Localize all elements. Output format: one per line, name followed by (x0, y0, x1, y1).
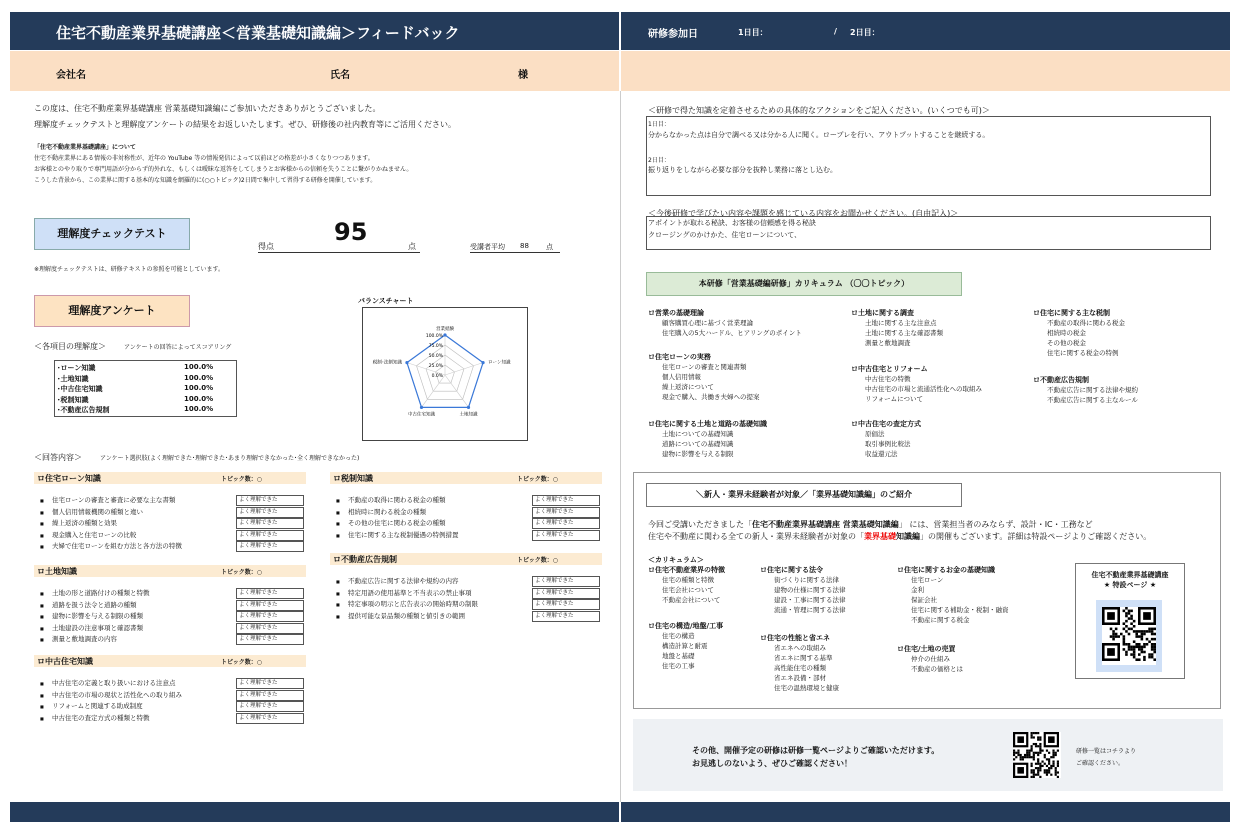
understanding-row-value: 100.0% (184, 363, 214, 371)
answer-item-label: 不動産の取得に関わる税金の種類 (348, 496, 446, 504)
curriculum-group (648, 352, 760, 402)
understanding-row-value: 100.0% (184, 373, 214, 382)
answer-item-label: 住宅に関する主な税制優遇の特例措置 (348, 530, 459, 539)
promo-line-2a: 住宅や不動産に関わる全ての新人・業界未経験者が対象の「 (648, 532, 864, 541)
answer-section-topic-count: トピック数：○ (221, 659, 262, 666)
answer-select-value[interactable]: よく理解できた (236, 678, 304, 689)
understanding-sub: アンケートの回答によってスコアリング (124, 344, 232, 351)
answer-bullet: ■ (40, 715, 44, 721)
curriculum-item: リフォームについて (865, 395, 924, 403)
understanding-row-label: ･中古住宅知識 (57, 385, 103, 393)
promo-curriculum-item: 流通・管理に関する法律 (774, 606, 846, 614)
answer-select-value[interactable]: よく理解できた (532, 530, 600, 541)
answer-bullet: ■ (40, 692, 44, 698)
answer-bullet: ■ (336, 590, 340, 596)
radar-tick-label: 0.0% (431, 374, 443, 379)
answer-select[interactable] (532, 611, 600, 622)
promo-curriculum-group (760, 565, 846, 615)
answer-select-value[interactable]: よく理解できた (236, 690, 304, 701)
about-line-2: お客様とのやり取りで専門用語が分からず的外れな、もしくは曖昧な返答をしてしまうとお客様からの信頼を失うことに繋がりかねません。 (34, 166, 413, 173)
curriculum-item: 不動産広告に関する主なルール (1047, 396, 1138, 404)
answer-section-topic-count: トピック数：○ (517, 557, 558, 564)
promo-curriculum-item: 省エネへの取組み (774, 644, 826, 652)
answer-row (40, 541, 182, 552)
bottom-bar-left (10, 802, 619, 822)
promo-qr-title-2: ★ 特設ページ ★ (1103, 581, 1157, 589)
curriculum-item: 不動産の取得に関わる税金 (1047, 319, 1125, 327)
curriculum-group (851, 308, 943, 348)
answer-row (40, 600, 137, 611)
answer-select-value[interactable]: よく理解できた (532, 576, 600, 587)
answer-select[interactable] (236, 634, 304, 645)
actions-d1-text: 分からなかった点は自分で調べる又は分かる人に聞く。ロープレを行い、アウトプットすることを継続する。 (648, 131, 990, 139)
answer-item-label: その他の住宅に関わる税金の種類 (348, 519, 446, 527)
answer-row (336, 599, 478, 610)
answer-select-value[interactable]: よく理解できた (236, 495, 304, 506)
promo-curriculum-title: ロ住宅の構造/地盤/工事 (648, 622, 724, 630)
balance-chart (362, 307, 528, 441)
answer-sub: アンケート選択肢(よく理解できた･理解できた･あまり理解できなかった･全く理解できなかった) (100, 455, 360, 462)
answer-section-topic-count: トピック数：○ (517, 476, 558, 483)
promo-curriculum-group (760, 633, 839, 693)
promo-curriculum-title: ロ住宅の性能と省エネ (760, 634, 830, 642)
answer-item-label: 測量と敷地調査の内容 (52, 635, 117, 643)
answer-section-header (330, 472, 602, 484)
curriculum-group-title: ロ不動産広告規制 (1033, 376, 1089, 384)
answer-section-header (34, 655, 306, 667)
answer-select-value[interactable]: よく理解できた (236, 507, 304, 518)
promo-curriculum-item: 不動産会社について (662, 596, 721, 604)
promo-curriculum-item: 建物の仕様に関する法律 (774, 586, 846, 594)
answer-select[interactable] (532, 599, 600, 610)
answer-row (336, 518, 446, 529)
radar-axis-label: 中古住宅知識 (407, 412, 435, 418)
promo-curriculum-title: ロ住宅に関するお金の基礎知識 (897, 566, 995, 574)
curriculum-item: 繰上返済について (662, 383, 714, 391)
answer-row (40, 530, 136, 541)
actions-d2-text: 振り返りをしながら必要な部分を抜粋し業務に落とし込む。 (648, 166, 837, 174)
about-line-3: こうした背景から、この業界に関する基本的な知識を網羅的に(○○トピック)2日間で集中して習得する研修を開催しています。 (34, 177, 377, 184)
about-title: 「住宅不動産業界基礎講座」について (34, 144, 136, 151)
promo-curriculum-item: 住宅の温熱環境と健康 (774, 684, 839, 692)
promo-line-1a: 今回ご受講いただきました「 (648, 520, 752, 529)
answer-select-value[interactable]: よく理解できた (236, 623, 304, 634)
answer-select-value[interactable]: よく理解できた (236, 600, 304, 611)
answer-select-value[interactable]: よく理解できた (236, 588, 304, 599)
participation-label: 研修参加日 (648, 29, 698, 40)
footer-line-2: お見逃しのないよう、ぜひご確認ください！ (692, 759, 852, 768)
answer-select[interactable] (532, 495, 600, 506)
answer-row (336, 530, 459, 541)
radar-axis-label: ローン知識 (488, 360, 511, 366)
bottom-bar-right (621, 802, 1230, 822)
curriculum-item: 不動産広告に関する法律や規約 (1047, 386, 1138, 394)
curriculum-item: 中古住宅の特徴 (865, 375, 911, 383)
answer-row (40, 678, 176, 689)
answer-item-label: 特定用語の使用基準と不当表示の禁止事項 (348, 588, 472, 597)
footer-qr-note-2: ご確認ください。 (1076, 760, 1125, 767)
company-label: 会社名 (56, 70, 86, 81)
promo-line-2 (648, 531, 1151, 542)
radar-axis-label: 税制･法制知識 (372, 360, 402, 366)
answer-row (40, 701, 143, 712)
answer-select-value[interactable]: よく理解できた (532, 495, 600, 506)
promo-curriculum-title: ロ住宅に関する法令 (760, 566, 823, 574)
curriculum-item: 土地に関する主な確認書類 (865, 329, 943, 337)
answer-item-label: 土地建設の注意事項と確認書類 (52, 623, 143, 632)
test-badge: 理解度チェックテスト (34, 218, 190, 250)
answer-row (40, 588, 150, 599)
answer-select[interactable] (236, 600, 304, 611)
page-title: 住宅不動産業界基礎講座＜営業基礎知識編＞フィードバック (56, 24, 460, 42)
radar-tick-label: 75.0% (428, 344, 443, 349)
curriculum-group-title: ロ中古住宅の査定方式 (851, 420, 921, 428)
answer-row (40, 713, 150, 724)
curriculum-group-title: ロ住宅ローンの実務 (648, 353, 711, 361)
avg-unit: 点 (546, 243, 553, 251)
curriculum-group (1033, 375, 1138, 405)
answer-row (336, 588, 472, 599)
curriculum-title: 本研修「営業基礎編研修」カリキュラム （〇〇トピック） (646, 272, 962, 296)
answer-bullet: ■ (336, 613, 340, 619)
promo-curriculum-item: 保証会社 (911, 596, 937, 604)
answer-row (40, 507, 143, 518)
understanding-row-value: 100.0% (184, 384, 214, 392)
answer-bullet: ■ (336, 509, 340, 515)
answer-item-label: 不動産広告に関する法律や規約の内容 (348, 577, 459, 585)
understanding-label: ＜各項目の理解度＞ (34, 342, 106, 351)
footer-qr-note-1: 研修一覧はコチラより (1076, 748, 1137, 755)
curriculum-group (851, 364, 982, 404)
radar-point (420, 406, 423, 409)
curriculum-item: その他の税金 (1047, 339, 1086, 347)
answer-select-value[interactable]: よく理解できた (236, 713, 304, 724)
answer-select[interactable] (532, 530, 600, 541)
answer-item-label: リフォームと関連する助成制度 (52, 702, 143, 710)
promo-cur-label: ＜カリキュラム＞ (648, 556, 704, 564)
answer-item-label: 夫婦で住宅ローンを組む方法と各方法の特徴 (52, 542, 182, 550)
curriculum-item: 顧客購買心理に基づく営業理論 (662, 319, 753, 327)
curriculum-item: 土地についての基礎知識 (662, 430, 734, 438)
answer-row (40, 623, 143, 634)
answer-select-value[interactable]: よく理解できた (236, 701, 304, 712)
answer-select-value[interactable]: よく理解できた (532, 518, 600, 529)
answer-bullet: ■ (336, 521, 340, 526)
answer-item-label: 現金購入と住宅ローンの比較 (52, 530, 137, 539)
answer-section-topic-count: トピック数：○ (221, 569, 262, 576)
answer-select-value[interactable]: よく理解できた (532, 599, 600, 610)
promo-curriculum-item: 街づくりに関する法律 (774, 576, 839, 584)
answer-select-value[interactable]: よく理解できた (532, 588, 600, 599)
actions-box (646, 116, 1211, 196)
answer-select-value[interactable]: よく理解できた (236, 541, 304, 552)
curriculum-item: 中古住宅の市場と流通活性化への取組み (865, 385, 982, 393)
answer-item-label: 繰上返済の種類と効果 (52, 519, 117, 527)
answer-select-value[interactable]: よく理解できた (236, 530, 304, 541)
future-line-2: クロージングのかけかた、住宅ローンについて、 (648, 231, 802, 239)
understanding-row-value: 100.0% (184, 405, 214, 413)
answer-bullet: ■ (40, 681, 44, 686)
answer-select-value[interactable]: よく理解できた (236, 611, 304, 622)
actions-prompt: ＜研修で得た知識を定着させるための具体的なアクションをご記入ください。(いくつでも可)＞ (648, 106, 990, 115)
radar-axis-label: 営業経験 (436, 327, 454, 332)
answer-select-value[interactable]: よく理解できた (236, 634, 304, 645)
curriculum-item: 収益還元法 (865, 450, 898, 458)
promo-course-name: 住宅不動産業界基礎講座 営業基礎知識編 (752, 520, 899, 529)
answer-row (40, 518, 117, 529)
promo-curriculum-group (897, 644, 963, 674)
answer-section-topic-count: トピック数：○ (221, 476, 262, 483)
future-prompt: ＜今後研修で学びたい内容や課題を感じている内容をお聞かせください。(自由記入)＞ (648, 209, 959, 218)
answer-bullet: ■ (40, 544, 44, 549)
promo-curriculum-group (648, 565, 725, 605)
answer-row (336, 611, 465, 622)
radar-tick-label: 25.0% (428, 364, 443, 369)
day1-label: 1日目： (738, 28, 768, 37)
radar-axis-label: 土地知識 (459, 412, 478, 418)
avg-label: 受講者平均 (470, 243, 505, 251)
answer-row (336, 576, 459, 587)
answer-row (40, 690, 182, 701)
answer-bullet: ■ (336, 602, 340, 607)
promo-curriculum-item: 住宅ローン (911, 576, 944, 584)
promo-curriculum-title: ロ住宅不動産業界の特徴 (648, 566, 725, 574)
intro-line-2: 理解度チェックテストと理解度アンケートの結果をお返しいたします。ぜひ、研修後の社内教育等にご活用ください。 (34, 120, 456, 129)
avg-underline (470, 252, 560, 253)
answer-section-header (330, 553, 602, 565)
answer-bullet: ■ (40, 591, 44, 596)
promo-curriculum-item: 建設・工事に関する法律 (774, 596, 846, 604)
promo-line-2d: 」の開催もございます。詳細は特設ページよりご確認ください。 (920, 532, 1152, 541)
answer-bullet: ■ (336, 579, 340, 584)
day2-label: 2日目： (850, 28, 880, 37)
answer-row (40, 495, 175, 506)
curriculum-group-title: ロ営業の基礎理論 (648, 309, 704, 317)
answer-bullet: ■ (40, 532, 44, 538)
understanding-row-label: ･不動産広告規制 (57, 406, 110, 414)
answer-select[interactable] (236, 623, 304, 634)
answer-row (40, 634, 117, 645)
promo-line-1c: 」 には、営業担当者のみならず、設計・IC・工務など (898, 520, 1093, 529)
answer-row (40, 611, 143, 622)
curriculum-item: 建物に影響を与える制限 (662, 450, 734, 458)
answer-select[interactable] (532, 507, 600, 518)
understanding-row-value: 100.0% (184, 394, 214, 403)
promo-curriculum-item: 仲介の仕組み (911, 655, 950, 663)
curriculum-group-title: ロ住宅に関する土地と道路の基礎知識 (648, 420, 767, 428)
curriculum-item: 現金で購入、共働き夫婦への提案 (662, 393, 760, 401)
curriculum-item: 土地に関する主な注意点 (865, 319, 937, 327)
answer-bullet: ■ (40, 704, 44, 709)
test-note: ※理解度チェックテストは、研修テキストの参照を可能としています。 (34, 266, 225, 273)
answer-bullet: ■ (40, 637, 44, 642)
promo-curriculum-group (648, 621, 723, 671)
answer-bullet: ■ (336, 498, 340, 503)
radar-tick-label: 100.0% (425, 334, 443, 339)
curriculum-group-title: ロ住宅に関する主な税制 (1033, 309, 1110, 317)
curriculum-item: 住宅ローンの審査と関連書類 (662, 363, 747, 371)
answer-select[interactable] (532, 588, 600, 599)
curriculum-group (648, 308, 802, 338)
actions-d2-label: 2日目： (648, 157, 670, 164)
promo-curriculum-item: 不動産に関する税金 (911, 616, 970, 624)
honorific: 様 (518, 70, 528, 81)
name-label: 氏名 (330, 70, 350, 81)
radar-tick-label: 50.0% (428, 354, 443, 359)
answer-section-title: ロ中古住宅知識 (37, 657, 93, 666)
answer-bullet: ■ (40, 509, 44, 515)
answer-item-label: 相続時に関わる税金の種類 (348, 507, 426, 516)
radar-point (405, 361, 408, 364)
promo-highlight: 業界基礎 (864, 532, 896, 541)
actions-d1-label: 1日目： (648, 121, 670, 128)
answer-section-header (34, 472, 306, 484)
about-line-1: 住宅不動産業界にある情報の非対称性が、近年の YouTube 等の情報発信によって以前ほどの格差が小さくなりつつあります。 (34, 155, 374, 162)
intro-line-1: この度は、住宅不動産業界基礎講座 営業基礎知識編にご参加いただきありがとうございました。 (34, 104, 381, 113)
promo-curriculum-title: ロ住宅/土地の売買 (897, 645, 956, 653)
answer-select-value[interactable]: よく理解できた (236, 518, 304, 529)
curriculum-group-title: ロ土地に関する調査 (851, 309, 914, 317)
answer-bullet: ■ (336, 532, 340, 538)
promo-curriculum-item: 住宅会社について (662, 586, 714, 594)
curriculum-item: 住宅に関する税金の特例 (1047, 349, 1119, 357)
promo-qr-code (1102, 607, 1156, 665)
promo-curriculum-item: 住宅の種類と特徴 (662, 576, 714, 584)
radar-point (443, 333, 446, 336)
curriculum-item: 相続時の税金 (1047, 329, 1086, 337)
answer-select[interactable] (532, 576, 600, 587)
curriculum-item: 取引事例比較法 (865, 440, 911, 448)
promo-curriculum-item: 構造計算と耐震 (662, 642, 708, 650)
radar-point (481, 361, 484, 364)
answer-select-value[interactable]: よく理解できた (532, 611, 600, 622)
answer-select[interactable] (236, 518, 304, 529)
answer-item-label: 提供可能な景品類の種類と値引きの範囲 (348, 611, 465, 620)
answer-item-label: 中古住宅の定義と取り扱いにおける注意点 (52, 679, 176, 687)
answer-select[interactable] (236, 611, 304, 622)
promo-curriculum-item: 住宅に関する補助金・税制・融資 (911, 606, 1009, 614)
understanding-row-label: ･ローン知識 (57, 364, 96, 372)
answer-item-label: 住宅ローンの審査と審査に必要な主な書類 (52, 496, 176, 504)
answer-row (336, 507, 426, 518)
footer-line-1: その他、開催予定の研修は研修一覧ページよりご確認いただけます。 (692, 746, 940, 755)
answer-item-label: 建物に影響を与える制限の種類 (52, 612, 143, 620)
promo-line-1 (648, 519, 1093, 530)
future-line-1: アポイントが取れる秘訣、お客様の信頼感を得る秘訣 (648, 219, 816, 227)
answer-item-label: 特定事項の明示と広告表示の開始時期の制限 (348, 600, 478, 608)
footer-qr-code (1013, 732, 1061, 778)
answer-select[interactable] (236, 495, 304, 506)
answer-section-title: ロ不動産広告規制 (333, 555, 397, 564)
answer-item-label: 中古住宅の査定方式の種類と特徴 (52, 713, 150, 722)
promo-curriculum-item: 省エネ設備・部材 (774, 674, 826, 682)
answer-select[interactable] (236, 588, 304, 599)
answer-section-header (34, 565, 306, 577)
answer-select[interactable] (236, 507, 304, 518)
answer-item-label: 土地の形と道路付けの種類と特徴 (52, 589, 150, 597)
radar-point (467, 406, 470, 409)
answer-bullet: ■ (40, 498, 44, 503)
curriculum-item: 測量と敷地調査 (865, 339, 911, 347)
understanding-row-label: ･土地知識 (57, 374, 89, 383)
promo-curriculum-item: 不動産の価格とは (911, 665, 963, 673)
score-value: 95 (334, 218, 368, 246)
answer-section-title: ロ税制知識 (333, 474, 373, 483)
date-slash: / (834, 27, 837, 36)
answer-section-title: ロ土地知識 (37, 567, 77, 576)
curriculum-item: 道路についての基礎知識 (662, 440, 734, 448)
score-unit: 点 (408, 242, 416, 251)
info-row-right (621, 51, 1230, 91)
header-bar-right (621, 12, 1230, 50)
score-label: 得点 (258, 242, 274, 251)
answer-select[interactable] (236, 701, 304, 712)
curriculum-item: 住宅購入の5大ハードル、ヒアリングのポイント (662, 329, 802, 337)
center-divider (620, 91, 621, 802)
chart-title: バランスチャート (358, 297, 414, 305)
answer-item-label: 道路を扱う法令と道路の種類 (52, 600, 137, 609)
answer-bullet: ■ (40, 521, 44, 526)
promo-title: ＼新人・業界未経験者が対象／「業界基礎知識編」のご紹介 (646, 483, 962, 507)
answer-item-label: 個人信用情報機関の種類と違い (52, 507, 143, 516)
promo-curriculum-item: 住宅の構造 (662, 632, 695, 640)
answer-select[interactable] (236, 713, 304, 724)
answer-select[interactable] (236, 530, 304, 541)
curriculum-item: 原価法 (865, 430, 885, 438)
promo-curriculum-group (897, 565, 1009, 625)
promo-curriculum-item: 高性能住宅の種類 (774, 664, 826, 672)
promo-line-2c: 知識編 (896, 532, 920, 541)
answer-select[interactable] (236, 541, 304, 552)
curriculum-item: 個人信用情報 (662, 373, 701, 381)
promo-curriculum-item: 地盤と基礎 (662, 652, 695, 660)
answer-item-label: 中古住宅の市場の現状と活性化への取り組み (52, 690, 182, 699)
answer-select-value[interactable]: よく理解できた (532, 507, 600, 518)
curriculum-group-title: ロ中古住宅とリフォーム (851, 365, 928, 373)
answer-label: ＜回答内容＞ (34, 453, 82, 462)
curriculum-group (851, 419, 921, 459)
answer-bullet: ■ (40, 614, 44, 619)
answer-select[interactable] (236, 690, 304, 701)
answer-section-title: ロ住宅ローン知識 (37, 474, 101, 483)
answer-bullet: ■ (40, 625, 44, 631)
promo-curriculum-item: 省エネに関する基準 (774, 654, 833, 662)
promo-curriculum-item: 住宅の工事 (662, 662, 695, 670)
answer-bullet: ■ (40, 602, 44, 608)
curriculum-group (648, 419, 767, 459)
avg-value: 88 (520, 242, 529, 250)
answer-select[interactable] (532, 518, 600, 529)
survey-badge: 理解度アンケート (34, 295, 190, 327)
answer-select[interactable] (236, 678, 304, 689)
promo-qr-title-1: 住宅不動産業界基礎講座 (1091, 571, 1169, 579)
answer-row (336, 495, 446, 506)
promo-curriculum-item: 金利 (911, 586, 924, 594)
understanding-row-label: ･税制知識 (57, 395, 89, 404)
curriculum-group (1033, 308, 1125, 358)
score-underline (258, 252, 420, 253)
